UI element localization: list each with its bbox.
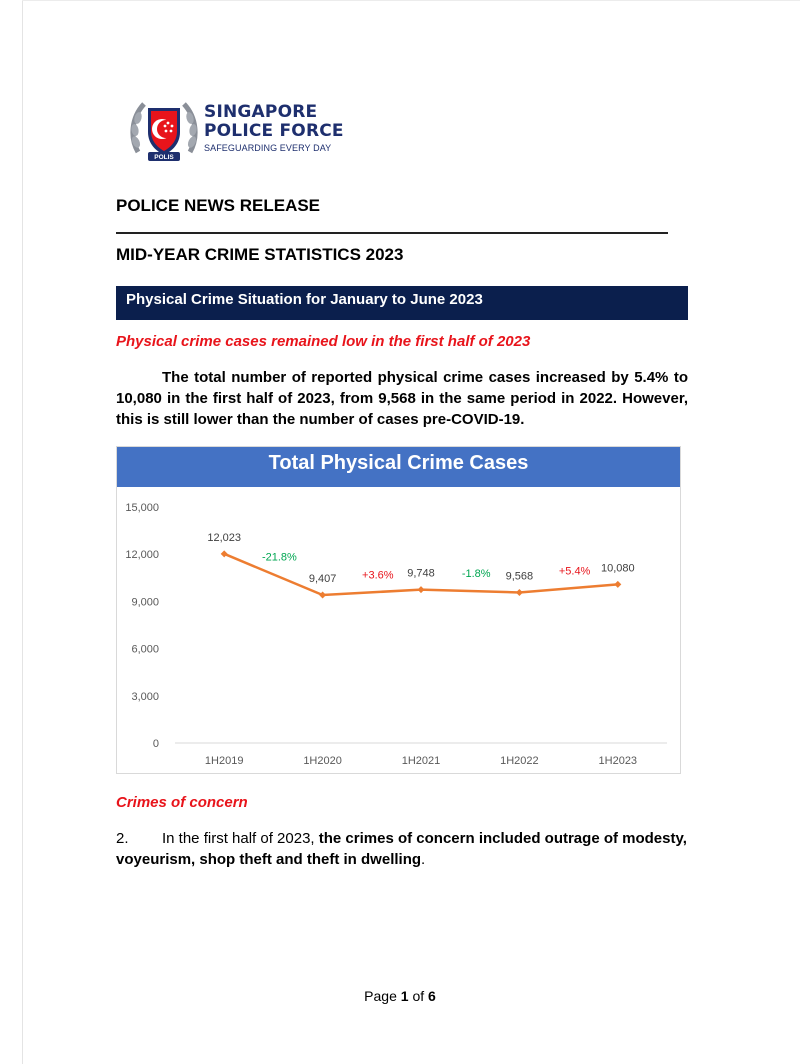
y-tick-label: 6,000 — [131, 643, 159, 656]
y-tick-label: 0 — [152, 738, 159, 750]
y-tick-label: 15,000 — [125, 502, 159, 514]
change-label: +5.4% — [558, 565, 591, 578]
x-tick-label: 1H2023 — [598, 755, 638, 767]
logo-name-line1: SINGAPORE — [204, 102, 318, 122]
logo-tagline: SAFEGUARDING EVERY DAY — [204, 143, 332, 153]
title-rule — [116, 232, 668, 234]
footer-page-total: 6 — [428, 988, 436, 1004]
footer-page-number: 1 — [400, 988, 409, 1004]
data-label: 12,023 — [207, 531, 242, 544]
document-title: MID-YEAR CRIME STATISTICS 2023 — [116, 245, 404, 264]
crimes-text-bold: the crimes of concern included outrage of modesty, voyeurism, shop theft and theft in dwelling — [116, 830, 687, 868]
chart-plot — [117, 447, 680, 773]
data-label: 9,407 — [308, 572, 337, 585]
change-label: -21.8% — [261, 551, 297, 564]
y-tick-label: 3,000 — [131, 690, 159, 703]
intro-paragraph-text: The total number of reported physical crime cases increased by 5.4% to 10,080 in the first half of 2023, from 9,568 in the same period in 2022. However, this is still lower than the number of cases pre-COVID-19. — [116, 369, 688, 428]
section-banner — [116, 286, 688, 320]
change-label: -1.8% — [461, 568, 491, 581]
paragraph-number: 2. — [116, 830, 129, 847]
intro-paragraph — [116, 367, 688, 430]
footer-page-word: Page — [364, 988, 397, 1004]
data-point — [319, 591, 326, 598]
section-subheading: Physical crime cases remained low in the first half of 2023 — [116, 333, 531, 350]
section-banner-text: Physical Crime Situation for January to June 2023 — [126, 291, 483, 308]
data-label: 9,568 — [505, 570, 534, 583]
page-footer — [0, 988, 800, 1004]
crimes-text-plain: In the first half of 2023, — [162, 830, 319, 847]
y-tick-label: 9,000 — [131, 596, 159, 609]
x-tick-label: 1H2021 — [401, 755, 441, 767]
crest-ribbon-text: POLIS — [154, 154, 174, 161]
page-top-edge — [22, 0, 800, 1]
logo-name-line2: POLICE FORCE — [204, 121, 344, 141]
spf-logo — [128, 94, 348, 166]
data-point — [221, 550, 228, 557]
crimes-paragraph — [116, 828, 688, 870]
police-crest-icon — [128, 94, 200, 166]
x-tick-label: 1H2019 — [204, 755, 244, 767]
release-title: POLICE NEWS RELEASE — [116, 196, 321, 215]
data-label: 9,748 — [407, 567, 435, 580]
data-point — [516, 589, 523, 596]
x-tick-label: 1H2020 — [303, 755, 342, 767]
page-left-edge — [22, 0, 23, 1064]
chart-title: Total Physical Crime Cases — [268, 452, 529, 474]
data-point — [614, 581, 621, 588]
data-label: 10,080 — [600, 562, 635, 575]
crimes-heading: Crimes of concern — [116, 794, 248, 811]
crime-chart — [116, 446, 681, 774]
crimes-text-end: . — [421, 851, 426, 868]
data-point — [418, 586, 425, 593]
y-tick-label: 12,000 — [125, 549, 159, 562]
footer-of-word: of — [412, 988, 425, 1004]
change-label: +3.6% — [362, 569, 394, 582]
x-tick-label: 1H2022 — [500, 755, 539, 767]
